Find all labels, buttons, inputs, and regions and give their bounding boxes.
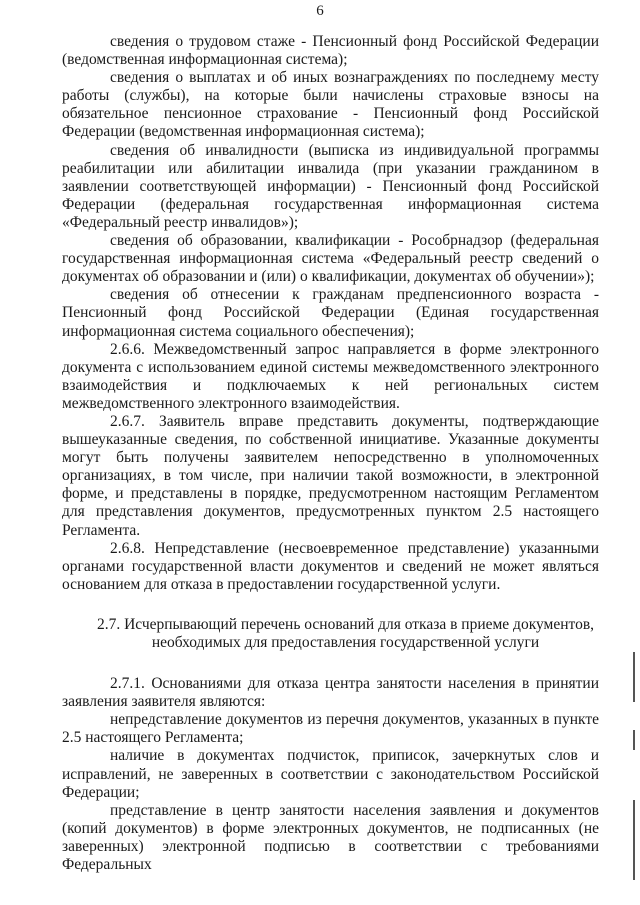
section-heading-line-2: необходимых для предоставления государственной услуги [151,634,540,651]
paragraph-payments-info: сведения о выплатах и об иных вознаграждениях по последнему месту работы (службы), на которые были начислены страховые взносы на обязательное пенсионное страхование - Пенсионный фонд Российской Федерации (ведомственная информационная система); [62,69,599,141]
paragraph-labor-experience: сведения о трудовом стаже - Пенсионный фонд Российской Федерации (ведомственная информационная система); [62,33,599,69]
scan-margin-mark [633,652,635,702]
page-number: 6 [316,3,324,19]
paragraph-2-6-8: 2.6.8. Непредставление (несвоевременное представление) указанными органами государственной власти документов и сведений не может являться основанием для отказа в предоставлении государственной услуги. [62,539,599,593]
paragraph-2-6-7: 2.6.7. Заявитель вправе представить документы, подтверждающие вышеуказанные сведения, по собственной инициативе. Указанные документы могут быть получены заявителем непосредственно в уполномоченных организациях, в том числе, при наличии такой возможности, в электронной форме, и представлены в порядке, предусмотренном настоящим Регламентом для представления документов, предусмотренных пунктом 2.5 настоящего Регламента. [62,412,599,539]
paragraph-corrections: наличие в документах подчисток, приписок, зачеркнутых слов и исправлений, не заверенных в соответствии с законодательством Российской Федерации; [62,747,599,801]
section-heading-2-7 [62,616,599,652]
paragraph-unsigned-electronic: представление в центр занятости населения заявления и документов (копий документов) в форме электронных документов, не подписанных (не заверенных) электронной подписью в соответствии с требованиями Федеральных [62,801,599,874]
section-heading-line-1: 2.7. Исчерпывающий перечень оснований для отказа в приеме документов, [96,615,595,633]
paragraph-disability-info: сведения об инвалидности (выписка из индивидуальной программы реабилитации или абилитации инвалида (при указании гражданином в заявлении соответствующей информации) - Пенсионный фонд Российской Федерации (федеральная государственная информационная система «Федеральный реестр инвалидов»); [62,141,599,231]
paragraph-education-info: сведения об образовании, квалификации - Рособрнадзор (федеральная государственная информационная система «Федеральный реестр сведений о документах об образовании и (или) о квалификации, документах об обучении»); [62,232,599,286]
paragraph-2-6-6: 2.6.6. Межведомственный запрос направляется в форме электронного документа с использованием единой системы межведомственного электронного взаимодействия и подключаемых к ней региональных систем межведомственного электронного взаимодействия. [62,340,599,412]
document-body [62,33,599,874]
paragraph-pre-retirement-info: сведения об отнесении к гражданам предпенсионного возраста - Пенсионный фонд Российской Федерации (Единая государственная информационная система социального обеспечения); [62,286,599,340]
paragraph-missing-documents: непредставление документов из перечня документов, указанных в пункте 2.5 настоящего Регламента; [62,711,599,747]
scan-margin-mark [633,730,635,750]
scan-margin-mark [633,800,635,880]
paragraph-2-7-1: 2.7.1. Основаниями для отказа центра занятости населения в принятии заявления заявителя являются: [62,675,599,711]
